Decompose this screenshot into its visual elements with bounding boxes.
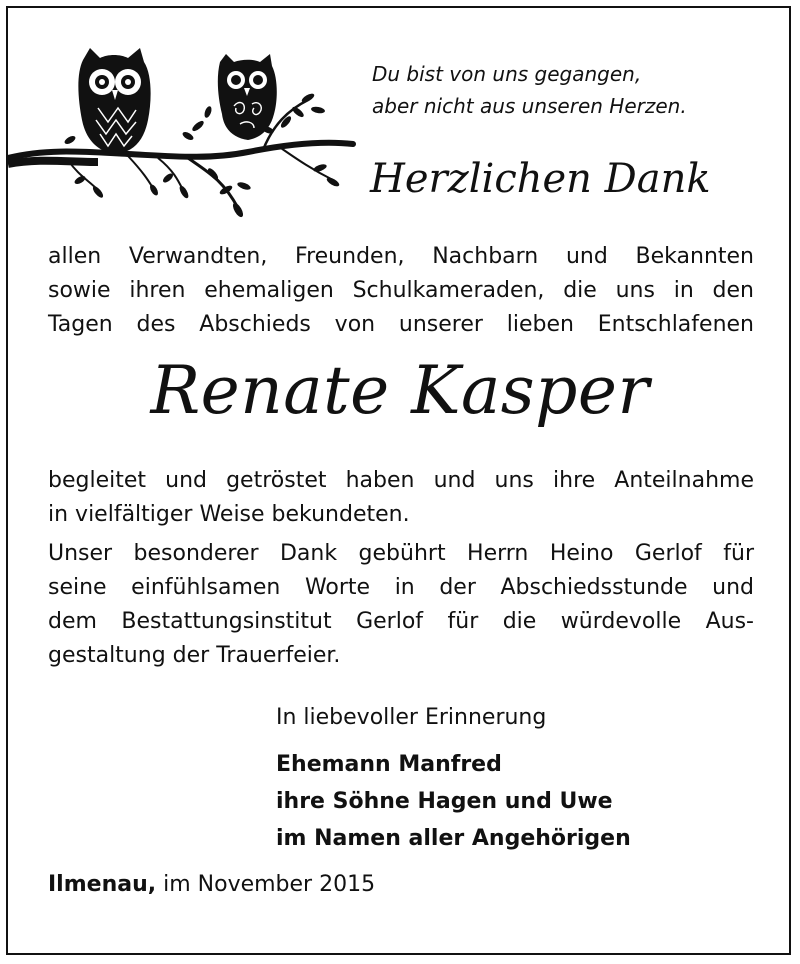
place: Ilmenau, xyxy=(48,872,157,897)
quote-line: Du bist von uns gegangen, xyxy=(372,62,642,86)
text-line: gestaltung der Trauerfeier. xyxy=(48,643,341,668)
signer-line: ihre Söhne Hagen und Uwe xyxy=(276,789,613,814)
signer-line: im Namen aller Angehörigen xyxy=(276,826,631,851)
text-line: begleitet und getröstet haben und uns ihre Anteilnahme xyxy=(48,468,754,493)
text-line: dem Bestattungsinstitut Gerlof für die würdevolle Aus- xyxy=(48,609,754,634)
intro-paragraph xyxy=(48,240,754,342)
owls-on-branch-icon xyxy=(8,40,358,220)
place-date xyxy=(48,872,375,897)
text-line: Tagen des Abschieds von unserer lieben Entschlafenen xyxy=(48,312,754,337)
signer-line: Ehemann Manfred xyxy=(276,752,502,777)
text-line: in vielfältiger Weise bekundeten. xyxy=(48,502,410,527)
memorial-quote xyxy=(372,58,772,122)
text-line: Unser besonderer Dank gebührt Herrn Heino Gerlof für xyxy=(48,541,754,566)
text-line: seine einfühlsamen Worte in der Abschiedsstunde und xyxy=(48,575,754,600)
quote-line: aber nicht aus unseren Herzen. xyxy=(372,94,687,118)
date: im November 2015 xyxy=(163,872,376,897)
signature-block xyxy=(276,700,631,857)
condolence-paragraph xyxy=(48,464,754,532)
text-line: allen Verwandten, Freunden, Nachbarn und Bekannten xyxy=(48,244,754,269)
memory-line: In liebevoller Erinnerung xyxy=(276,705,547,730)
text-line: sowie ihren ehemaligen Schulkameraden, die uns in den xyxy=(48,278,754,303)
thanks-heading: Herzlichen Dank xyxy=(370,156,711,202)
deceased-name: Renate Kasper xyxy=(150,352,650,429)
special-thanks-paragraph xyxy=(48,537,754,673)
